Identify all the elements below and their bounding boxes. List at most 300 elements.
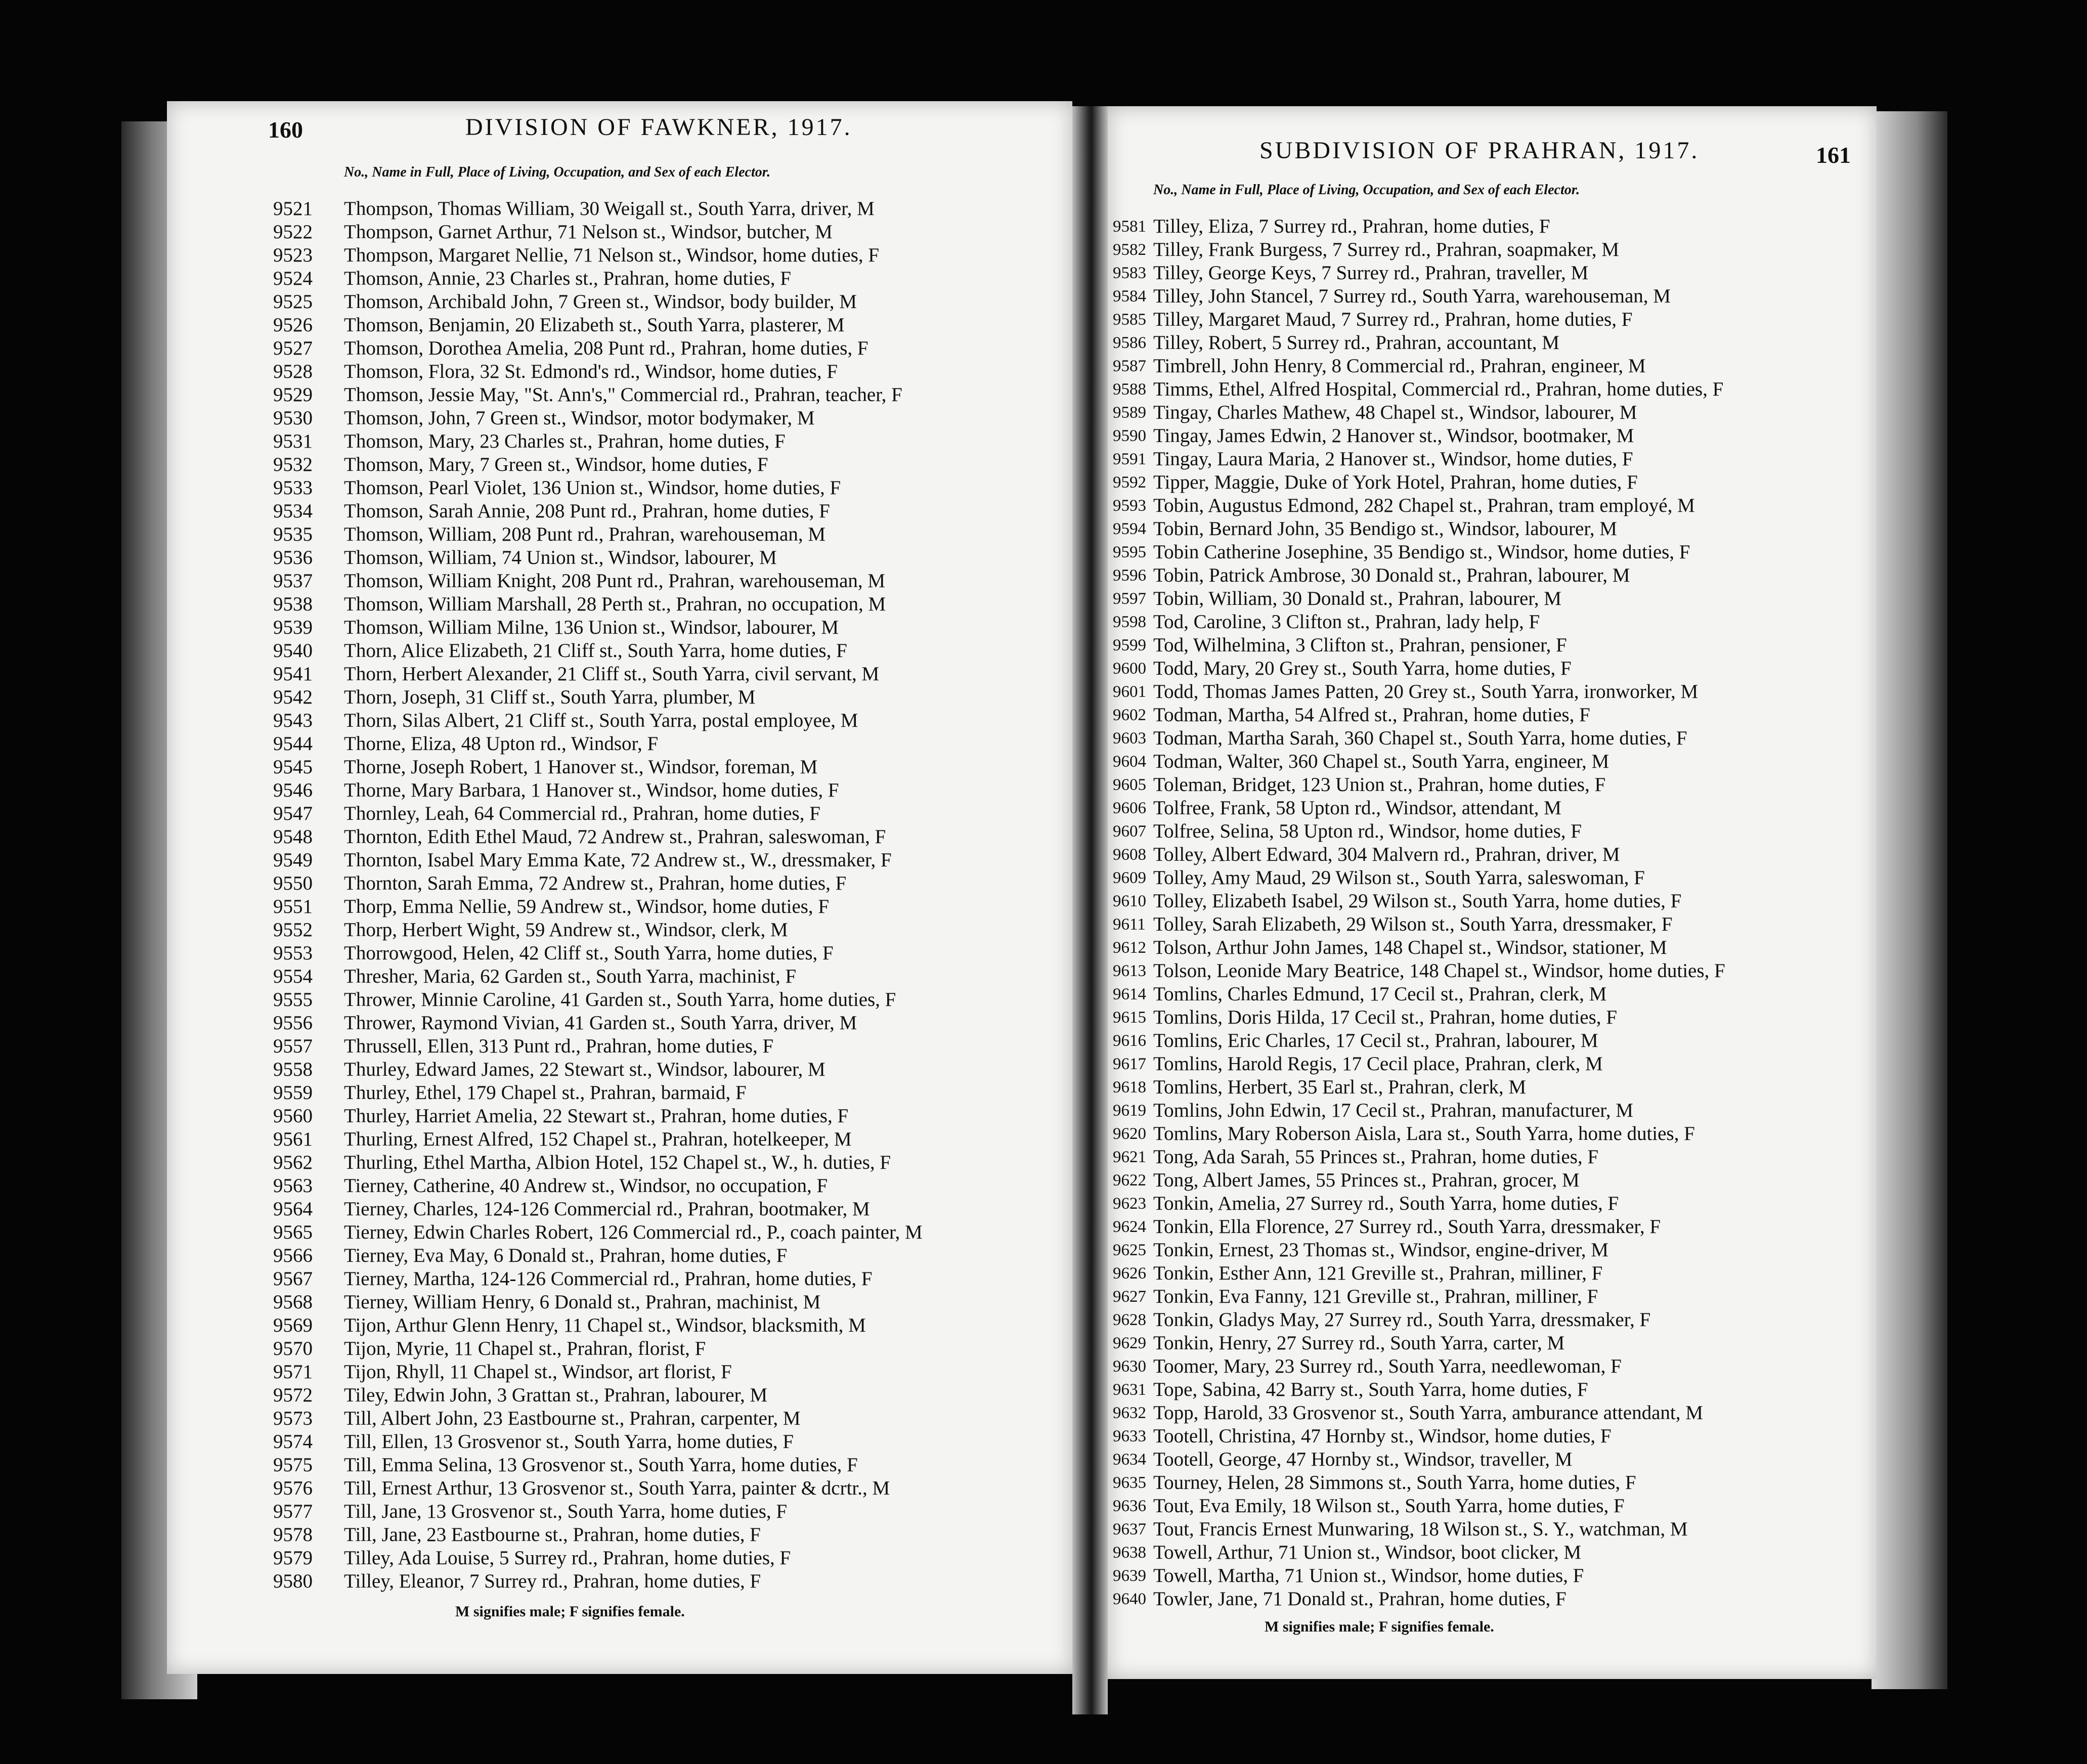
right-page-footer: M signifies male; F signifies female. (1265, 1618, 1494, 1635)
entry-number: 9574 (273, 1431, 313, 1452)
entry-text: Tilley, Margaret Maud, 7 Surrey rd., Prahran, home duties, F (1153, 308, 1633, 330)
entry-text: Tingay, Charles Mathew, 48 Chapel st., Windsor, labourer, M (1153, 402, 1637, 423)
entry-text: Thompson, Margaret Nellie, 71 Nelson st., Windsor, home duties, F (344, 244, 880, 266)
entry-text: Tobin Catherine Josephine, 35 Bendigo st., Windsor, home duties, F (1153, 541, 1690, 563)
entry-text: Tomlins, John Edwin, 17 Cecil st., Prahran, manufacturer, M (1153, 1099, 1633, 1121)
entry-number: 9526 (273, 314, 313, 336)
entry-text: Tolson, Arthur John James, 148 Chapel st., Windsor, stationer, M (1153, 937, 1667, 958)
entry-row (273, 616, 923, 639)
entry-number: 9559 (273, 1082, 313, 1104)
right-page (1108, 106, 1877, 1679)
entry-row (273, 1221, 923, 1244)
entry-number: 9541 (273, 663, 313, 685)
entry-text: Thurling, Ethel Martha, Albion Hotel, 152 Chapel st., W., h. duties, F (344, 1152, 891, 1173)
entry-text: Thurley, Ethel, 179 Chapel st., Prahran, barmaid, F (344, 1082, 747, 1104)
entry-number: 9557 (273, 1035, 313, 1057)
entry-row (1113, 1145, 1725, 1169)
entry-text: Tolley, Albert Edward, 304 Malvern rd., Prahran, driver, M (1153, 844, 1620, 865)
entry-number: 9554 (273, 965, 313, 987)
entry-row (273, 221, 923, 244)
entry-number: 9546 (273, 779, 313, 801)
entry-row (1113, 820, 1725, 843)
entry-row (1113, 1308, 1725, 1332)
entry-row (1113, 1285, 1725, 1308)
entry-text: Timbrell, John Henry, 8 Commercial rd., Prahran, engineer, M (1153, 355, 1646, 377)
entry-row (1113, 564, 1725, 587)
entry-number: 9555 (273, 989, 313, 1010)
entry-number: 9566 (273, 1245, 313, 1266)
entry-row (1113, 285, 1725, 308)
entry-text: Thomson, William, 74 Union st., Windsor, labourer, M (344, 547, 777, 568)
entry-number: 9591 (1113, 450, 1146, 468)
entry-row (1113, 331, 1725, 355)
entry-row (1113, 1401, 1725, 1425)
entry-number: 9547 (273, 803, 313, 824)
entry-row (273, 523, 923, 546)
entry-text: Thurley, Edward James, 22 Stewart st., Windsor, labourer, M (344, 1059, 825, 1080)
entry-text: Todman, Martha, 54 Alfred st., Prahran, home duties, F (1153, 704, 1590, 726)
entry-number: 9525 (273, 291, 313, 313)
entry-row (273, 1244, 923, 1267)
entry-number: 9609 (1113, 869, 1146, 887)
entry-text: Tingay, James Edwin, 2 Hanover st., Windsor, bootmaker, M (1153, 425, 1634, 447)
entry-row (1113, 773, 1725, 797)
entry-number: 9583 (1113, 264, 1146, 282)
entry-text: Thompson, Thomas William, 30 Weigall st., South Yarra, driver, M (344, 198, 875, 219)
entry-text: Thorp, Emma Nellie, 59 Andrew st., Windsor, home duties, F (344, 896, 830, 917)
entry-row (273, 290, 923, 314)
entry-row (1113, 355, 1725, 378)
entry-row (1113, 1355, 1725, 1378)
entry-text: Tomlins, Doris Hilda, 17 Cecil st., Prahran, home duties, F (1153, 1006, 1617, 1028)
entry-number: 9584 (1113, 287, 1146, 305)
entry-text: Tolson, Leonide Mary Beatrice, 148 Chapel st., Windsor, home duties, F (1153, 960, 1725, 982)
entry-text: Tomlins, Mary Roberson Aisla, Lara st., South Yarra, home duties, F (1153, 1123, 1695, 1144)
entry-text: Todman, Martha Sarah, 360 Chapel st., South Yarra, home duties, F (1153, 727, 1687, 749)
entry-row (273, 1570, 923, 1593)
entry-number: 9568 (273, 1291, 313, 1313)
entry-row (1113, 308, 1725, 331)
entry-number: 9582 (1113, 241, 1146, 259)
entry-text: Thrussell, Ellen, 313 Punt rd., Prahran, home duties, F (344, 1035, 774, 1057)
entry-row (273, 1477, 923, 1500)
entry-number: 9578 (273, 1524, 313, 1546)
entry-number: 9628 (1113, 1311, 1146, 1329)
entry-row (273, 1058, 923, 1081)
entry-text: Thomson, Benjamin, 20 Elizabeth st., South Yarra, plasterer, M (344, 314, 845, 336)
entry-row (273, 1500, 923, 1523)
entry-text: Tilley, Robert, 5 Surrey rd., Prahran, accountant, M (1153, 332, 1559, 354)
entry-number: 9627 (1113, 1288, 1146, 1306)
entry-row (273, 639, 923, 663)
entry-number: 9603 (1113, 729, 1146, 747)
entry-row (273, 1523, 923, 1547)
entry-number: 9579 (273, 1547, 313, 1569)
entry-text: Thurley, Harriet Amelia, 22 Stewart st., Prahran, home duties, F (344, 1105, 849, 1127)
entry-text: Tolfree, Selina, 58 Upton rd., Windsor, home duties, F (1153, 820, 1582, 842)
entry-row (273, 569, 923, 593)
entry-text: Tierney, William Henry, 6 Donald st., Prahran, machinist, M (344, 1291, 821, 1313)
entry-text: Thomson, Archibald John, 7 Green st., Windsor, body builder, M (344, 291, 857, 313)
entry-row (273, 1453, 923, 1477)
entry-text: Tingay, Laura Maria, 2 Hanover st., Windsor, home duties, F (1153, 448, 1633, 470)
entry-number: 9631 (1113, 1381, 1146, 1399)
entry-number: 9605 (1113, 776, 1146, 794)
entry-text: Thomson, Jessie May, "St. Ann's," Commercial rd., Prahran, teacher, F (344, 384, 902, 406)
entry-row (273, 1430, 923, 1453)
entry-text: Thorne, Eliza, 48 Upton rd., Windsor, F (344, 733, 659, 755)
entry-number: 9545 (273, 756, 313, 778)
entry-number: 9564 (273, 1198, 313, 1220)
entry-number: 9595 (1113, 543, 1146, 561)
entry-text: Thorp, Herbert Wight, 59 Andrew st., Windsor, clerk, M (344, 919, 788, 941)
entry-number: 9540 (273, 640, 313, 662)
entry-text: Thrower, Raymond Vivian, 41 Garden st., South Yarra, driver, M (344, 1012, 857, 1034)
entry-row (1113, 1587, 1725, 1611)
entry-row (1113, 448, 1725, 471)
entry-row (1113, 1471, 1725, 1494)
entry-text: Tonkin, Ernest, 23 Thomas st., Windsor, engine-driver, M (1153, 1239, 1608, 1261)
entry-number: 9542 (273, 686, 313, 708)
entry-number: 9612 (1113, 939, 1146, 957)
entry-row (1113, 494, 1725, 517)
entry-number: 9593 (1113, 497, 1146, 515)
entry-number: 9572 (273, 1384, 313, 1406)
entry-row (1113, 890, 1725, 913)
entry-text: Tierney, Catherine, 40 Andrew st., Windsor, no occupation, F (344, 1175, 828, 1197)
entry-row (1113, 378, 1725, 401)
entry-text: Till, Ellen, 13 Grosvenor st., South Yarra, home duties, F (344, 1431, 794, 1452)
entry-number: 9601 (1113, 683, 1146, 701)
entry-text: Thomson, Flora, 32 St. Edmond's rd., Windsor, home duties, F (344, 361, 838, 382)
entry-row (273, 825, 923, 849)
entry-number: 9626 (1113, 1264, 1146, 1283)
entry-text: Thomson, William Milne, 136 Union st., Windsor, labourer, M (344, 616, 839, 638)
entry-number: 9565 (273, 1221, 313, 1243)
entry-text: Timms, Ethel, Alfred Hospital, Commercial rd., Prahran, home duties, F (1153, 378, 1724, 400)
left-column-header: No., Name in Full, Place of Living, Occupation, and Sex of each Elector. (344, 164, 771, 180)
entry-row (273, 1314, 923, 1337)
entry-row (1113, 1239, 1725, 1262)
entry-number: 9621 (1113, 1148, 1146, 1166)
entry-row (1113, 959, 1725, 983)
entry-text: Tipper, Maggie, Duke of York Hotel, Prahran, home duties, F (1153, 471, 1638, 493)
entry-row (1113, 1378, 1725, 1401)
book-spine (1072, 106, 1108, 1714)
entry-row (273, 1360, 923, 1384)
entry-row (273, 1128, 923, 1151)
entry-row (273, 1291, 923, 1314)
entry-text: Towell, Martha, 71 Union st., Windsor, home duties, F (1153, 1565, 1584, 1586)
entry-number: 9616 (1113, 1032, 1146, 1050)
entry-text: Tootell, George, 47 Hornby st., Windsor, traveller, M (1153, 1448, 1573, 1470)
entry-row (1113, 1052, 1725, 1076)
entry-number: 9539 (273, 616, 313, 638)
entry-number: 9533 (273, 477, 313, 499)
entry-row (273, 593, 923, 616)
left-page-footer: M signifies male; F signifies female. (455, 1603, 685, 1620)
entry-text: Tong, Ada Sarah, 55 Princes st., Prahran, home duties, F (1153, 1146, 1599, 1168)
entry-text: Tolley, Amy Maud, 29 Wilson st., South Yarra, saleswoman, F (1153, 867, 1645, 889)
entry-number: 9536 (273, 547, 313, 568)
entry-number: 9529 (273, 384, 313, 406)
entry-row (1113, 587, 1725, 610)
entry-row (273, 918, 923, 942)
entry-row (273, 1337, 923, 1360)
entry-row (1113, 215, 1725, 238)
entry-number: 9537 (273, 570, 313, 592)
entry-number: 9618 (1113, 1078, 1146, 1096)
entry-text: Tobin, Bernard John, 35 Bendigo st., Windsor, labourer, M (1153, 518, 1617, 540)
entry-number: 9522 (273, 221, 313, 243)
entry-row (273, 802, 923, 825)
entry-row (1113, 750, 1725, 773)
entry-text: Tootell, Christina, 47 Hornby st., Windsor, home duties, F (1153, 1425, 1612, 1447)
entry-number: 9561 (273, 1128, 313, 1150)
entry-text: Tod, Wilhelmina, 3 Clifton st., Prahran, pensioner, F (1153, 634, 1567, 656)
entry-number: 9569 (273, 1314, 313, 1336)
entry-number: 9527 (273, 337, 313, 359)
entry-row (273, 1035, 923, 1058)
entry-row (1113, 541, 1725, 564)
entry-number: 9590 (1113, 427, 1146, 445)
entry-row (1113, 913, 1725, 936)
entry-number: 9576 (273, 1477, 313, 1499)
entry-number: 9637 (1113, 1520, 1146, 1538)
entry-row (1113, 424, 1725, 448)
entry-text: Thornton, Sarah Emma, 72 Andrew st., Prahran, home duties, F (344, 872, 847, 894)
entry-row (273, 965, 923, 988)
entry-text: Toleman, Bridget, 123 Union st., Prahran, home duties, F (1153, 774, 1606, 796)
entry-row (273, 1547, 923, 1570)
entry-text: Thorrowgood, Helen, 42 Cliff st., South Yarra, home duties, F (344, 942, 834, 964)
entry-row (273, 663, 923, 686)
entry-number: 9607 (1113, 822, 1146, 841)
right-entry-list (1113, 215, 1725, 1611)
entry-number: 9588 (1113, 380, 1146, 399)
entry-number: 9580 (273, 1570, 313, 1592)
entry-number: 9552 (273, 919, 313, 941)
entry-text: Tilley, Frank Burgess, 7 Surrey rd., Prahran, soapmaker, M (1153, 239, 1619, 260)
entry-number: 9598 (1113, 613, 1146, 631)
entry-text: Towler, Jane, 71 Donald st., Prahran, home duties, F (1153, 1588, 1567, 1610)
entry-text: Tong, Albert James, 55 Princes st., Prahran, grocer, M (1153, 1169, 1580, 1191)
entry-text: Thomson, Sarah Annie, 208 Punt rd., Prahran, home duties, F (344, 500, 830, 522)
entry-number: 9535 (273, 523, 313, 545)
entry-number: 9624 (1113, 1218, 1146, 1236)
entry-row (1113, 797, 1725, 820)
entry-row (1113, 936, 1725, 959)
entry-text: Tonkin, Gladys May, 27 Surrey rd., South Yarra, dressmaker, F (1153, 1309, 1651, 1331)
entry-text: Thurling, Ernest Alfred, 152 Chapel st., Prahran, hotelkeeper, M (344, 1128, 852, 1150)
entry-number: 9594 (1113, 520, 1146, 538)
entry-number: 9534 (273, 500, 313, 522)
entry-text: Tout, Francis Ernest Munwaring, 18 Wilson st., S. Y., watchman, M (1153, 1518, 1688, 1540)
entry-number: 9608 (1113, 846, 1146, 864)
right-page-title: SUBDIVISION OF PRAHRAN, 1917. (1259, 137, 1700, 164)
entry-number: 9521 (273, 198, 313, 219)
entry-text: Thornton, Isabel Mary Emma Kate, 72 Andrew st., W., dressmaker, F (344, 849, 892, 871)
entry-text: Tierney, Martha, 124-126 Commercial rd., Prahran, home duties, F (344, 1268, 873, 1290)
entry-number: 9611 (1113, 915, 1146, 934)
entry-row (273, 732, 923, 756)
entry-number: 9538 (273, 593, 313, 615)
entry-row (1113, 634, 1725, 657)
entry-row (1113, 238, 1725, 261)
entry-text: Thornley, Leah, 64 Commercial rd., Prahran, home duties, F (344, 803, 820, 824)
entry-text: Tonkin, Esther Ann, 121 Greville st., Prahran, milliner, F (1153, 1262, 1603, 1284)
entry-text: Thomson, Dorothea Amelia, 208 Punt rd., Prahran, home duties, F (344, 337, 868, 359)
entry-row (1113, 1541, 1725, 1564)
entry-row (273, 267, 923, 290)
entry-row (273, 476, 923, 500)
entry-text: Tierney, Edwin Charles Robert, 126 Commercial rd., P., coach painter, M (344, 1221, 923, 1243)
entry-number: 9639 (1113, 1567, 1146, 1585)
entry-text: Tilley, George Keys, 7 Surrey rd., Prahran, traveller, M (1153, 262, 1589, 284)
entry-number: 9615 (1113, 1008, 1146, 1027)
entry-text: Tobin, Augustus Edmond, 282 Chapel st., Prahran, tram employé, M (1153, 495, 1695, 516)
entry-number: 9528 (273, 361, 313, 382)
entry-row (1113, 727, 1725, 750)
entry-row (273, 895, 923, 918)
entry-text: Tilley, Eliza, 7 Surrey rd., Prahran, home duties, F (1153, 215, 1550, 237)
entry-number: 9613 (1113, 962, 1146, 980)
entry-text: Tolley, Sarah Elizabeth, 29 Wilson st., South Yarra, dressmaker, F (1153, 913, 1673, 935)
entry-number: 9625 (1113, 1241, 1146, 1259)
entry-text: Toomer, Mary, 23 Surrey rd., South Yarra, needlewoman, F (1153, 1355, 1622, 1377)
entry-text: Thorn, Silas Albert, 21 Cliff st., South Yarra, postal employee, M (344, 710, 858, 731)
entry-text: Till, Albert John, 23 Eastbourne st., Prahran, carpenter, M (344, 1407, 801, 1429)
entry-number: 9636 (1113, 1497, 1146, 1515)
entry-text: Thornton, Edith Ethel Maud, 72 Andrew st., Prahran, saleswoman, F (344, 826, 886, 848)
entry-number: 9596 (1113, 566, 1146, 585)
entry-row (273, 942, 923, 965)
entry-row (1113, 517, 1725, 541)
entry-text: Tourney, Helen, 28 Simmons st., South Yarra, home duties, F (1153, 1472, 1636, 1493)
entry-number: 9550 (273, 872, 313, 894)
entry-number: 9600 (1113, 659, 1146, 678)
right-page-edges (1872, 111, 1947, 1689)
entry-row (273, 1174, 923, 1198)
left-entry-list (273, 197, 923, 1593)
entry-row (1113, 1448, 1725, 1471)
entry-number: 9571 (273, 1361, 313, 1383)
entry-row (273, 337, 923, 360)
entry-text: Thorne, Joseph Robert, 1 Hanover st., Windsor, foreman, M (344, 756, 818, 778)
entry-number: 9623 (1113, 1195, 1146, 1213)
entry-row (1113, 1332, 1725, 1355)
entry-row (273, 1267, 923, 1291)
entry-row (273, 407, 923, 430)
entry-number: 9633 (1113, 1427, 1146, 1445)
entry-row (273, 1407, 923, 1430)
entry-number: 9635 (1113, 1474, 1146, 1492)
entry-number: 9570 (273, 1338, 313, 1359)
entry-number: 9632 (1113, 1404, 1146, 1422)
entry-text: Tomlins, Charles Edmund, 17 Cecil st., Prahran, clerk, M (1153, 983, 1607, 1005)
entry-number: 9567 (273, 1268, 313, 1290)
entry-number: 9548 (273, 826, 313, 848)
entry-row (273, 686, 923, 709)
entry-row (273, 756, 923, 779)
entry-text: Thompson, Garnet Arthur, 71 Nelson st., Windsor, butcher, M (344, 221, 833, 243)
entry-text: Thomson, Mary, 7 Green st., Windsor, home duties, F (344, 454, 768, 475)
entry-row (1113, 1029, 1725, 1052)
entry-row (1113, 843, 1725, 866)
entry-row (1113, 261, 1725, 285)
entry-text: Tolfree, Frank, 58 Upton rd., Windsor, attendant, M (1153, 797, 1561, 819)
entry-row (273, 360, 923, 383)
entry-row (1113, 1262, 1725, 1285)
entry-row (273, 1384, 923, 1407)
entry-row (1113, 471, 1725, 494)
entry-number: 9638 (1113, 1544, 1146, 1562)
entry-text: Till, Emma Selina, 13 Grosvenor st., South Yarra, home duties, F (344, 1454, 858, 1476)
entry-number: 9563 (273, 1175, 313, 1197)
entry-number: 9585 (1113, 311, 1146, 329)
entry-number: 9532 (273, 454, 313, 475)
entry-number: 9530 (273, 407, 313, 429)
entry-number: 9560 (273, 1105, 313, 1127)
entry-row (1113, 610, 1725, 634)
entry-row (273, 1011, 923, 1035)
entry-row (273, 779, 923, 802)
entry-row (273, 709, 923, 732)
entry-number: 9553 (273, 942, 313, 964)
entry-number: 9556 (273, 1012, 313, 1034)
entry-text: Towell, Arthur, 71 Union st., Windsor, boot clicker, M (1153, 1541, 1582, 1563)
entry-text: Todd, Mary, 20 Grey st., South Yarra, home duties, F (1153, 657, 1572, 679)
entry-text: Tonkin, Henry, 27 Surrey rd., South Yarra, carter, M (1153, 1332, 1565, 1354)
entry-text: Tierney, Charles, 124-126 Commercial rd., Prahran, bootmaker, M (344, 1198, 870, 1220)
entry-number: 9640 (1113, 1590, 1146, 1608)
entry-number: 9599 (1113, 636, 1146, 654)
entry-text: Tonkin, Eva Fanny, 121 Greville st., Prahran, milliner, F (1153, 1286, 1598, 1307)
entry-text: Topp, Harold, 33 Grosvenor st., South Yarra, amburance attendant, M (1153, 1402, 1703, 1424)
entry-text: Thomson, Pearl Violet, 136 Union st., Windsor, home duties, F (344, 477, 841, 499)
left-page (167, 101, 1072, 1674)
entry-row (1113, 1076, 1725, 1099)
entry-text: Tiley, Edwin John, 3 Grattan st., Prahran, labourer, M (344, 1384, 768, 1406)
entry-number: 9544 (273, 733, 313, 755)
entry-number: 9587 (1113, 357, 1146, 375)
entry-number: 9543 (273, 710, 313, 731)
right-page-number: 161 (1816, 142, 1851, 168)
entry-text: Tout, Eva Emily, 18 Wilson st., South Yarra, home duties, F (1153, 1495, 1625, 1517)
entry-text: Tilley, Eleanor, 7 Surrey rd., Prahran, home duties, F (344, 1570, 761, 1592)
entry-text: Tilley, John Stancel, 7 Surrey rd., South Yarra, warehouseman, M (1153, 285, 1671, 307)
entry-number: 9524 (273, 268, 313, 289)
entry-row (1113, 1099, 1725, 1122)
entry-row (273, 244, 923, 267)
entry-number: 9634 (1113, 1450, 1146, 1469)
entry-number: 9523 (273, 244, 313, 266)
entry-row (1113, 680, 1725, 703)
entry-row (273, 453, 923, 476)
entry-row (273, 383, 923, 407)
entry-number: 9589 (1113, 404, 1146, 422)
entry-text: Tomlins, Herbert, 35 Earl st., Prahran, clerk, M (1153, 1076, 1527, 1098)
entry-number: 9604 (1113, 753, 1146, 771)
entry-text: Thorn, Herbert Alexander, 21 Cliff st., South Yarra, civil servant, M (344, 663, 880, 685)
entry-text: Thomson, William Knight, 208 Punt rd., Prahran, warehouseman, M (344, 570, 886, 592)
entry-number: 9614 (1113, 985, 1146, 1003)
entry-text: Tomlins, Eric Charles, 17 Cecil st., Prahran, labourer, M (1153, 1030, 1598, 1051)
entry-number: 9622 (1113, 1171, 1146, 1189)
entry-text: Tonkin, Ella Florence, 27 Surrey rd., South Yarra, dressmaker, F (1153, 1216, 1661, 1238)
entry-row (1113, 866, 1725, 890)
entry-row (273, 430, 923, 453)
